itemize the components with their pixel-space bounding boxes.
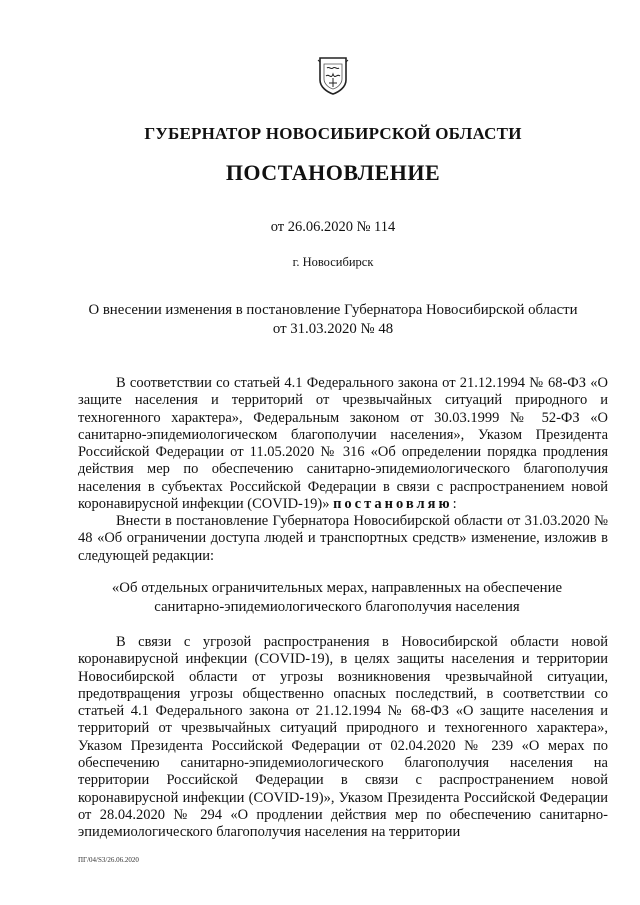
decree-word: постановляю <box>333 496 453 513</box>
coat-of-arms-icon <box>317 56 349 96</box>
issuer-title: ГУБЕРНАТОР НОВОСИБИРСКОЙ ОБЛАСТИ <box>144 124 522 143</box>
paragraph-3-text: В связи с угрозой распространения в Новосибирской области новой коронавирусной инфекции (COVID-19), в целях защиты населения и территории Новосибирской области от угрозы возникновения чрезвычайной ситуации, предотвращения угрозы общественно опасных последствий, в соответствии со статьей 4.1 Федерального закона от 21.12.1994 № 68-ФЗ «О защите населения и территорий от чрезвычайных ситуаций природного и техногенного характера», Указом Президента Российской Федерации от 02.04.2020 № 239 «О мерах по обеспечению санитарно-эпидемиологического благополучия населения на территории Российской Федерации в связи с распространением новой коронавирусной инфекции (COVID-19)», Указом Президента Российской Федерации от 28.04.2020 № 294 «О продлении действия мер по обеспечению санитарно-эпидемиологического благополучия населения на территории <box>78 634 608 841</box>
subject-line-2: от 31.03.2020 № 48 <box>272 321 394 337</box>
new-title-line-1: «Об отдельных ограничительных мерах, направленных на обеспечение <box>111 580 563 596</box>
new-title-line-2: санитарно-эпидемиологического благополучия населения <box>154 599 520 615</box>
paragraph-3 <box>78 634 608 842</box>
paragraph-2-text: Внести в постановление Губернатора Новосибирской области от 31.03.2020 № 48 «Об ограничении доступа людей и транспортных средств» изменение, изложив в следующей редакции: <box>78 513 608 564</box>
footer-code: ПГ/04/S3/26.06.2020 <box>78 856 139 864</box>
paragraph-2 <box>78 513 608 565</box>
subject-line-1: О внесении изменения в постановление Губернатора Новосибирской области <box>88 302 578 318</box>
decree-colon: : <box>452 496 457 513</box>
paragraph-1-text: В соответствии со статьей 4.1 Федерального закона от 21.12.1994 № 68-ФЗ «О защите населения и территорий от чрезвычайных ситуаций природного и техногенного характера», Федеральным законом от 30.03.1999 № 52-ФЗ «О санитарно-эпидемиологическом благополучии населения», Указом Президента Российской Федерации от 11.05.2020 № 316 «Об определении порядка продления действия мер по обеспечению санитарно-эпидемиологического благополучия населения в субъектах Российской Федерации в связи с распространением новой коронавирусной инфекции (COVID-19)» <box>78 375 608 513</box>
document-city: г. Новосибирск <box>292 255 374 269</box>
document-subject <box>70 301 596 339</box>
new-title-heading <box>80 579 594 617</box>
document-type: ПОСТАНОВЛЕНИЕ <box>225 160 441 185</box>
document-date-number: от 26.06.2020 № 114 <box>270 219 396 235</box>
paragraph-1 <box>78 375 608 513</box>
